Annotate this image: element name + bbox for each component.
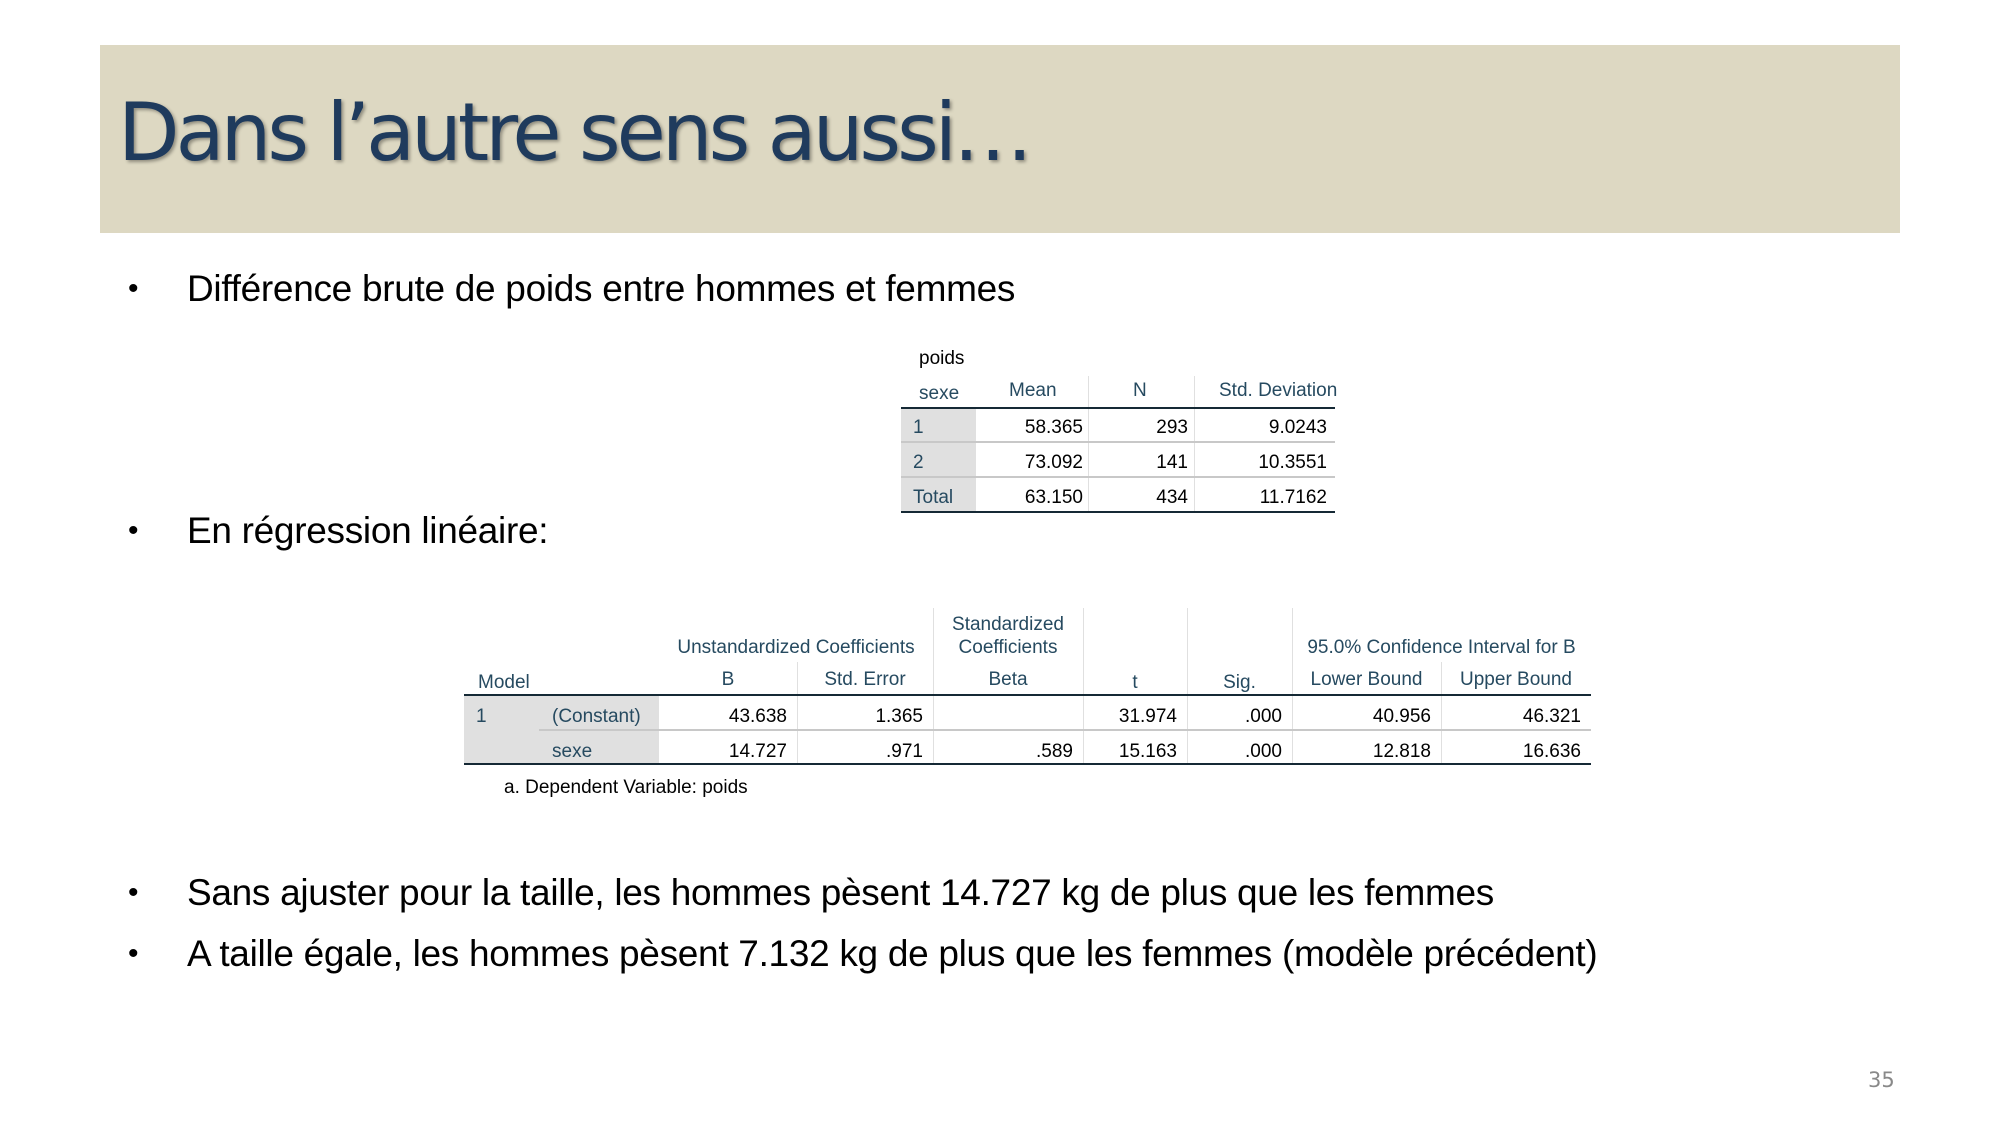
bullet-text: Sans ajuster pour la taille, les hommes pèsent 14.727 kg de plus que les femmes (187, 872, 1494, 913)
table-bottom-rule (464, 763, 1591, 765)
column-header-model: Model (478, 672, 530, 693)
bullet-icon: • (128, 937, 139, 970)
column-header-sexe: sexe (919, 383, 960, 404)
cell-t: 31.974 (1118, 706, 1177, 727)
cell-beta: .589 (1036, 741, 1073, 762)
column-divider (1194, 376, 1195, 512)
column-header-upper-bound: Upper Bound (1460, 669, 1572, 690)
cell-n: 293 (1156, 417, 1188, 438)
table-footnote: a. Dependent Variable: poids (504, 777, 748, 798)
cell-sig: .000 (1245, 706, 1282, 727)
column-divider (1088, 376, 1089, 512)
bullet-adjusted (128, 935, 1597, 972)
bullet-raw-difference (128, 270, 1015, 307)
header-rule (901, 407, 1335, 409)
row-rule (539, 729, 1591, 731)
bullet-icon: • (128, 876, 139, 909)
bullet-text: Différence brute de poids entre hommes et femmes (187, 268, 1016, 309)
row-rule (901, 476, 1335, 478)
cell-mean: 63.150 (1024, 487, 1083, 508)
cell-std-error: 1.365 (875, 706, 923, 727)
column-header-t: t (1132, 672, 1138, 693)
slide-title: Dans l’autre sens aussi… (118, 86, 1029, 179)
descriptives-table (901, 340, 1338, 515)
header-unstandardized: Unstandardized Coefficients (677, 637, 915, 658)
header-confidence-interval: 95.0% Confidence Interval for B (1307, 637, 1576, 658)
cell-lower-bound: 40.956 (1372, 706, 1431, 727)
bullet-text: A taille égale, les hommes pèsent 7.132 kg de plus que les femmes (modèle précédent) (187, 933, 1598, 974)
bullet-icon: • (128, 514, 139, 547)
page-number: 35 (1868, 1068, 1895, 1092)
column-header-mean: Mean (1009, 380, 1057, 401)
column-header-n: N (1133, 380, 1147, 401)
cell-sd: 9.0243 (1268, 417, 1327, 438)
table-title: poids (919, 348, 965, 369)
row-rule (901, 441, 1335, 443)
title-band (100, 45, 1900, 233)
bullet-linear-regression (128, 512, 548, 549)
column-header-lower-bound: Lower Bound (1310, 669, 1423, 690)
bullet-unadjusted (128, 874, 1494, 911)
cell-sig: .000 (1245, 741, 1282, 762)
row-label: 2 (913, 452, 924, 473)
column-header-b: B (721, 669, 735, 690)
row-term: sexe (552, 741, 593, 762)
cell-upper-bound: 46.321 (1522, 706, 1581, 727)
header-standardized-line1: Standardized (952, 614, 1064, 635)
cell-lower-bound: 12.818 (1372, 741, 1431, 762)
cell-n: 434 (1156, 487, 1188, 508)
coefficients-table (464, 600, 1591, 800)
column-header-std-error: Std. Error (824, 669, 906, 690)
column-header-std-deviation: Std. Deviation (1219, 380, 1338, 401)
column-header-sig: Sig. (1223, 672, 1256, 693)
row-label: Total (913, 487, 954, 508)
cell-b: 14.727 (728, 741, 787, 762)
bullet-icon: • (128, 272, 139, 305)
cell-mean: 73.092 (1024, 452, 1083, 473)
cell-n: 141 (1156, 452, 1188, 473)
row-term: (Constant) (552, 706, 641, 727)
cell-b: 43.638 (728, 706, 787, 727)
cell-sd: 11.7162 (1259, 487, 1327, 508)
header-standardized-line2: Coefficients (958, 637, 1058, 658)
cell-mean: 58.365 (1024, 417, 1083, 438)
cell-upper-bound: 16.636 (1522, 741, 1581, 762)
bullet-text: En régression linéaire: (187, 510, 549, 551)
row-label: 1 (913, 417, 924, 438)
cell-sd: 10.3551 (1258, 452, 1327, 473)
header-rule (464, 694, 1591, 696)
cell-t: 15.163 (1118, 741, 1177, 762)
model-number: 1 (476, 706, 487, 727)
table-bottom-rule (901, 511, 1335, 513)
cell-std-error: .971 (886, 741, 923, 762)
column-header-beta: Beta (988, 669, 1028, 690)
